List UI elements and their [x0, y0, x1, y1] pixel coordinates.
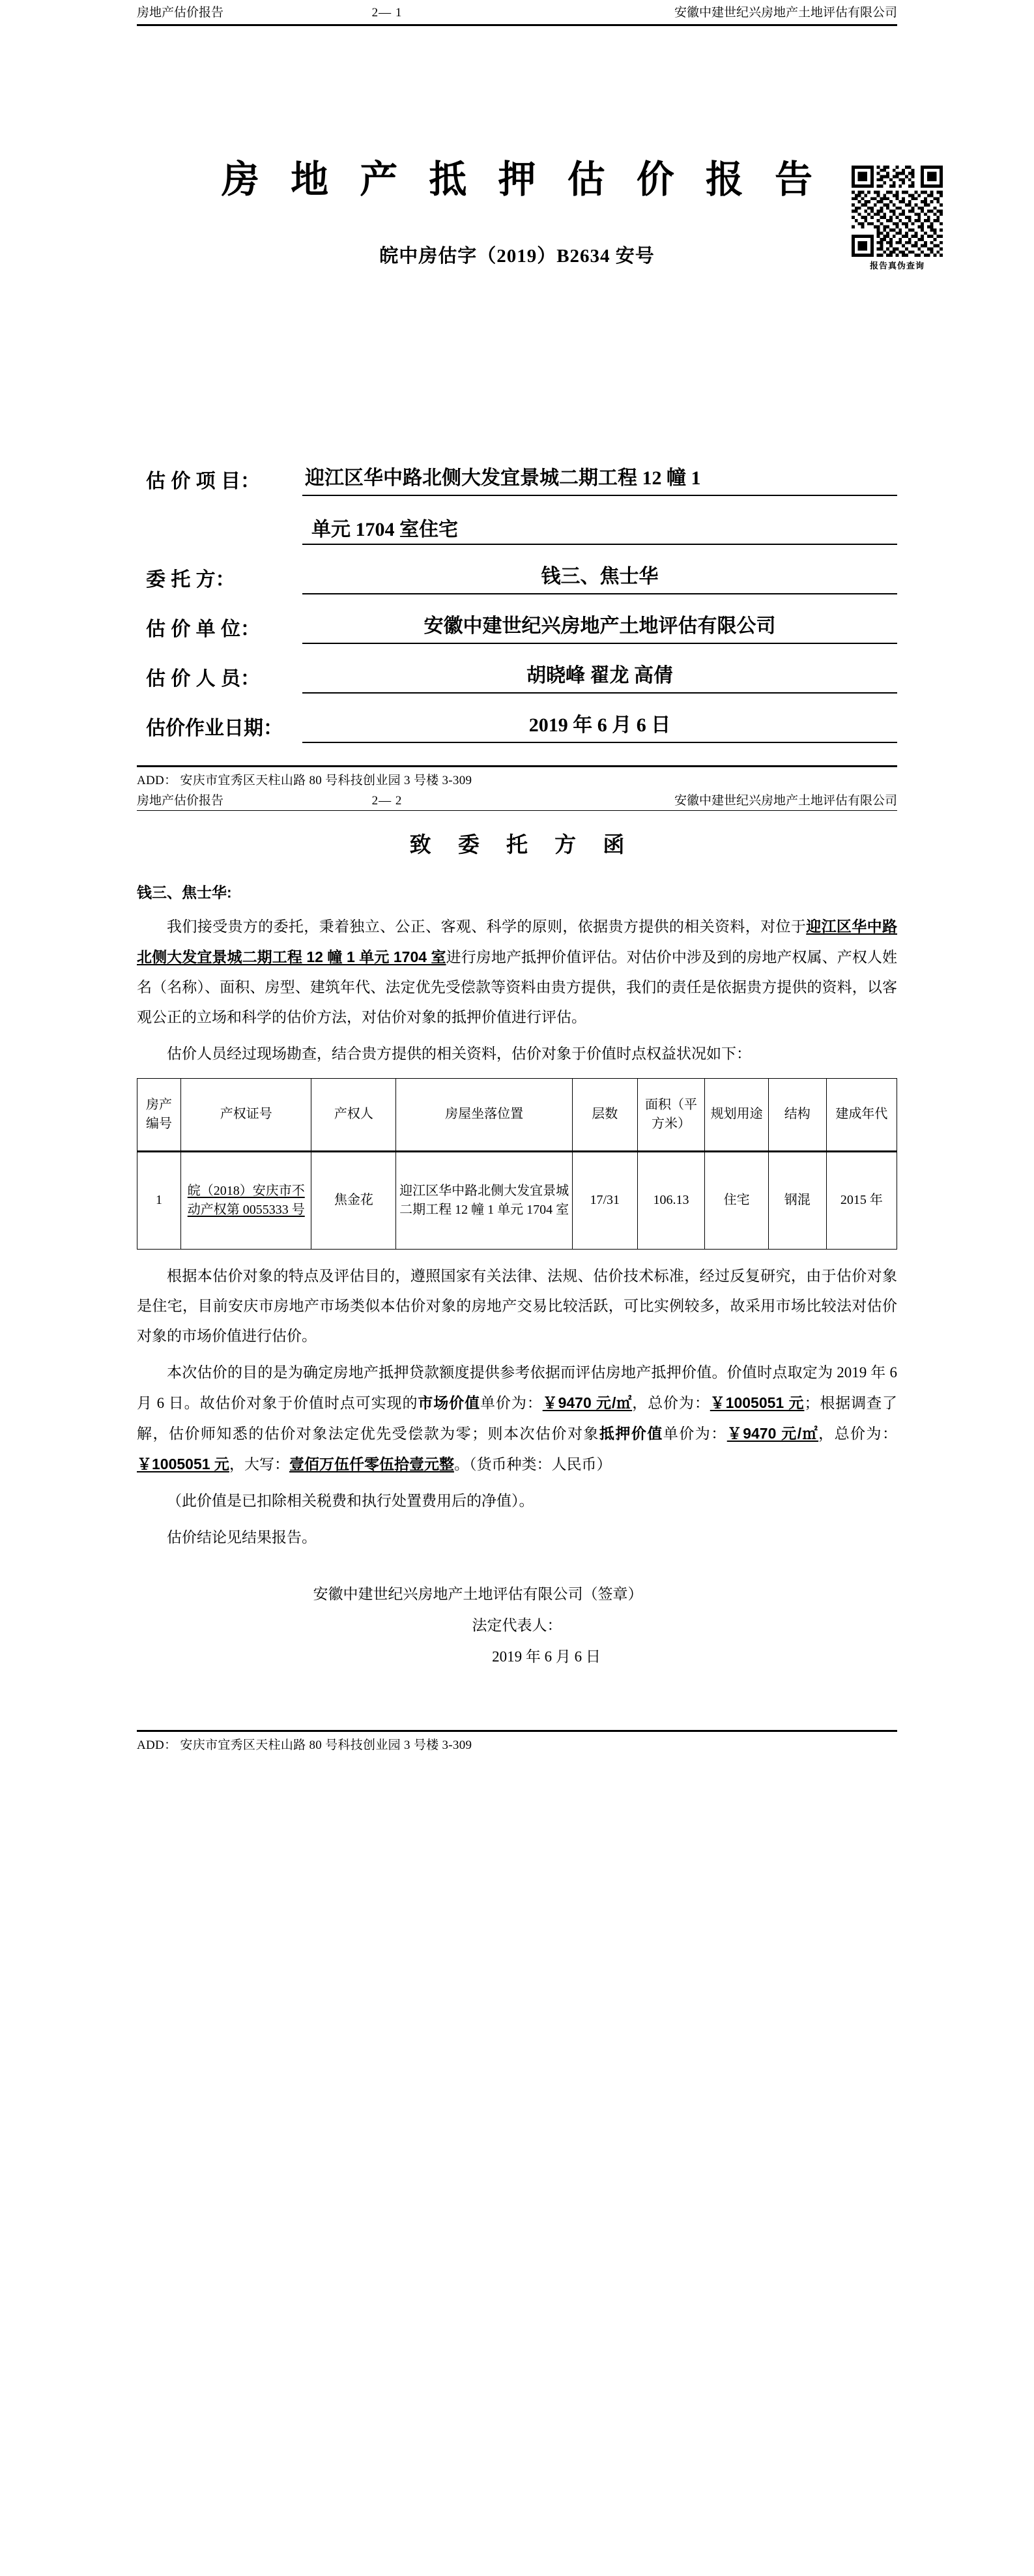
field-cont-spacer [146, 513, 302, 545]
letter-paragraph-1 [137, 911, 897, 1032]
cell-address: 迎江区华中路北侧大发宜景城二期工程 12 幢 1 单元 1704 室 [396, 1151, 573, 1249]
para4-part-h: 。（货币种类：人民币） [453, 1456, 612, 1472]
mortgage-unit-price: ￥9470 元/㎡ [726, 1424, 819, 1442]
col-header-address: 房屋坐落位置 [396, 1078, 573, 1151]
property-info-table [137, 1078, 897, 1250]
para4-part-g: ，大写： [229, 1456, 289, 1472]
table-header-row [137, 1078, 897, 1151]
para4-part-b: 单价为： [480, 1394, 543, 1411]
qr-caption-label: 报告真伪查询 [869, 260, 925, 271]
para4-mortgage-value-label: 抵押价值 [599, 1424, 663, 1442]
field-client [146, 562, 897, 594]
field-value-appraisal-date[interactable]: 2019 年 6 月 6 日 [302, 710, 897, 743]
letter-paragraph-4 [137, 1358, 897, 1480]
header-report-label: 房地产估价报告 [137, 6, 224, 20]
cover-body [0, 149, 1034, 743]
field-value-client[interactable]: 钱三、焦士华 [302, 562, 897, 594]
cell-area: 106.13 [637, 1151, 705, 1249]
field-label-appraisal-date: 估价作业日期： [146, 717, 283, 739]
letter-title: 致 委 托 方 函 [409, 832, 635, 856]
footer-address-2: ADD： 安庆市宜秀区天柱山路 80 号科技创业园 3 号楼 3-309 [137, 1738, 472, 1753]
letter-salutation: 钱三、焦士华: [137, 883, 232, 901]
col-header-structure: 结构 [768, 1078, 826, 1151]
para4-part-a: 本次估价的目的是为确定房地产抵押贷款额度提供参考依据而评估房地产抵押价值。价值时点取定为 2019 年 6 月 6 日。故估价对象于价值时点可实现的 [137, 1364, 897, 1411]
field-appraisal-project [146, 463, 897, 496]
header-company-name: 安徽中建世纪兴房地产土地评估有限公司 [674, 6, 897, 20]
header-company-name-2: 安徽中建世纪兴房地产土地评估有限公司 [674, 793, 897, 808]
report-number: 皖中房估字（2019）B2634 安号 [379, 245, 655, 267]
letter-page [0, 788, 1034, 1753]
col-header-floor: 层数 [572, 1078, 637, 1151]
cover-field-list [146, 463, 897, 743]
field-value-appraisers[interactable]: 胡晓峰 翟龙 高倩 [302, 661, 897, 694]
field-appraisal-unit [146, 611, 897, 644]
field-appraisal-project-cont [146, 513, 897, 545]
cell-structure: 钢混 [768, 1151, 826, 1249]
col-header-area: 面积（平方米） [637, 1078, 705, 1151]
para1-property-address: 迎江区华中路北侧大发宜景城二期工程 12 幢 1 单元 1704 室 [137, 917, 898, 965]
header-report-label-2: 房地产估价报告 [137, 793, 224, 808]
page1-running-header [0, 0, 1034, 22]
field-label-appraisers: 估 价 人 员： [146, 667, 261, 690]
header-page-number-2: 2— 2 [371, 793, 403, 808]
field-value-appraisal-unit[interactable]: 安徽中建世纪兴房地产土地评估有限公司 [302, 611, 897, 644]
cell-planned-use: 住宅 [705, 1151, 768, 1249]
qr-code-icon[interactable] [852, 166, 943, 257]
para4-part-d: ；根据调查了解，估价师知悉的估价对象法定优先受偿款为零；则本次估价对象 [137, 1394, 898, 1442]
field-value-project[interactable]: 迎江区华中路北侧大发宜景城二期工程 12 幢 1 [302, 463, 897, 496]
col-header-property-no: 房产编号 [137, 1078, 181, 1151]
header-page-number: 2— 1 [371, 6, 403, 20]
footer-address: ADD： 安庆市宜秀区天柱山路 80 号科技创业园 3 号楼 3-309 [137, 773, 472, 787]
field-value-project-line2[interactable]: 单元 1704 室住宅 [302, 513, 897, 545]
para1-part-b: 进行房地产抵押价值评估。对估价中涉及到的房地产权属、产权人姓名（名称）、面积、房型、建筑年代、法定优先受偿款等资料由贵方提供，我们的责任是依据贵方提供的资料，以客观公正的立场和科学的估价方法，对估价对象的抵押价值进行评估。 [137, 948, 897, 1025]
letter-tail-spacer [137, 1673, 897, 1708]
header-divider [137, 24, 897, 26]
page2-running-header [0, 788, 1034, 810]
letter-paragraph-5: （此价值是已扣除相关税费和执行处置费用后的净值）。 [167, 1492, 534, 1509]
table-row [137, 1151, 897, 1249]
field-label-project: 估 价 项 目： [146, 470, 261, 492]
cell-build-year: 2015 年 [826, 1151, 897, 1249]
amount-in-capital-characters: 壹佰万伍仟零伍拾壹元整 [289, 1455, 454, 1472]
field-appraisers [146, 661, 897, 694]
letter-paragraph-2: 估价人员经过现场勘查，结合贵方提供的相关资料，估价对象于价值时点权益状况如下： [167, 1045, 751, 1062]
cell-owner: 焦金花 [311, 1151, 396, 1249]
letter-paragraph-3: 根据本估价对象的特点及评估目的，遵照国家有关法律、法规、估价技术标准，经过反复研究，由于估价对象是住宅，目前安庆市房地产市场类似本估价对象的房地产交易比较活跃，可比实例较多，故采用市场比较法对估价对象的市场价值进行估价。 [137, 1267, 897, 1344]
col-header-build-year: 建成年代 [826, 1078, 897, 1151]
cell-cert-no [181, 1151, 311, 1249]
para4-part-e: 单价为： [663, 1425, 727, 1442]
signature-date: 2019 年 6 月 6 日 [492, 1648, 601, 1665]
para4-part-c: ，总价为： [632, 1394, 710, 1411]
cover-spacer [137, 268, 897, 463]
header-divider-2 [137, 810, 897, 811]
signature-block [137, 1579, 819, 1673]
para4-market-value-label: 市场价值 [418, 1394, 481, 1411]
para1-part-a: 我们接受贵方的委托，秉着独立、公正、客观、科学的原则，依据贵方提供的相关资料，对位于 [167, 918, 807, 935]
page-title: 房 地 产 抵 押 估 价 报 告 [222, 158, 823, 201]
field-label-appraisal-unit: 估 价 单 位： [146, 618, 261, 640]
col-header-owner: 产权人 [311, 1078, 396, 1151]
market-total-price: ￥1005051 元 [710, 1394, 805, 1411]
field-appraisal-date [146, 710, 897, 743]
mortgage-total-price: ￥1005051 元 [137, 1455, 229, 1472]
market-unit-price: ￥9470 元/㎡ [542, 1394, 633, 1411]
col-header-cert-no: 产权证号 [181, 1078, 311, 1151]
qr-verification-block[interactable] [845, 166, 949, 271]
col-header-planned-use: 规划用途 [705, 1078, 768, 1151]
cell-property-no: 1 [137, 1151, 181, 1249]
cell-cert-no-text: 皖（2018）安庆市不动产权第 0055333 号 [187, 1183, 305, 1217]
letter-paragraph-6: 估价结论见结果报告。 [167, 1529, 317, 1545]
letter-body [0, 828, 1034, 1708]
cell-floor: 17/31 [572, 1151, 637, 1249]
field-label-client: 委 托 方： [146, 568, 235, 591]
signature-legal-representative: 法定代表人： [472, 1617, 562, 1633]
para4-part-f: ，总价为： [818, 1425, 898, 1442]
signature-company: 安徽中建世纪兴房地产土地评估有限公司（签章） [313, 1585, 643, 1602]
cover-page [0, 0, 1034, 788]
